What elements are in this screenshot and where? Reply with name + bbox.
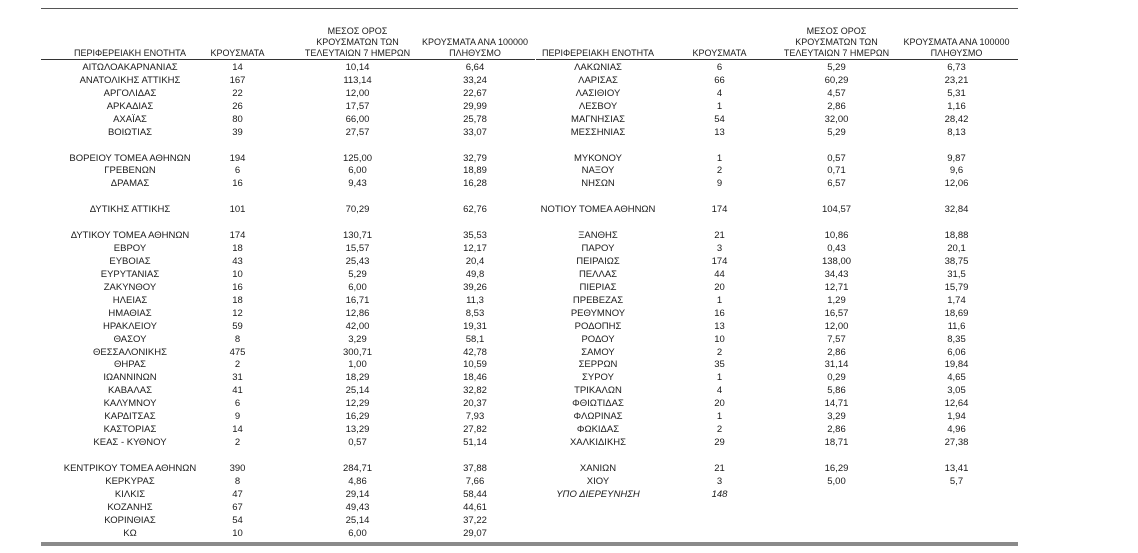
left-region-cell: ΕΥΒΟΙΑΣ	[109, 255, 151, 267]
left-avg-cell: 4,86	[348, 475, 367, 487]
right-cases-cell: 1	[716, 411, 723, 423]
right-avg-cell: 12,71	[824, 281, 849, 293]
left-region-cell: ΓΡΕΒΕΝΩΝ	[104, 165, 156, 177]
right-region-cell: ΡΟΔΟΥ	[581, 333, 615, 345]
right-region-cell: ΝΑΞΟΥ	[581, 165, 615, 177]
left-avg-cell: 130,71	[342, 230, 373, 242]
left-per-cell: 25,78	[463, 113, 487, 125]
left-cases-cell: 6	[234, 165, 241, 177]
right-per-cell: 3,05	[947, 385, 966, 397]
left-region-cell: ΚΙΛΚΙΣ	[114, 488, 146, 500]
right-region-cell: ΝΗΣΩΝ	[581, 178, 615, 190]
right-cases-cell: 2	[716, 165, 723, 177]
left-cases-cell: 174	[229, 230, 246, 242]
right-per-cell: 1,74	[947, 294, 966, 306]
right-per-cell	[895, 488, 1018, 501]
right-per-cell: 8,35	[947, 333, 966, 345]
right-region-cell: ΣΥΡΟΥ	[582, 372, 614, 384]
right-cases-cell: 1	[716, 152, 723, 164]
left-region-cell: ΗΛΕΙΑΣ	[112, 294, 148, 306]
right-region-cell: ΜΕΣΣΗΝΙΑΣ	[570, 126, 626, 138]
left-cases-cell: 80	[232, 113, 243, 125]
right-region-cell: ΛΑΡΙΣΑΣ	[578, 74, 618, 86]
left-region-cell: ΗΡΑΚΛΕΙΟΥ	[103, 320, 157, 332]
right-cases-cell: 3	[716, 475, 723, 487]
right-cases-cell: 35	[714, 359, 725, 371]
right-avg-cell: 2,86	[827, 100, 846, 112]
left-per-cell: 16,28	[463, 178, 487, 190]
left-region-cell: ΒΟΡΕΙΟΥ ΤΟΜΕΑ ΑΘΗΝΩΝ	[69, 152, 191, 164]
header-per100k-left: ΚΡΟΥΣΜΑΤΑ ΑΝΑ 100000 ΠΛΗΘΥΣΜΟ	[422, 37, 528, 58]
left-region-cell: ΚΑΛΥΜΝΟΥ	[103, 398, 157, 410]
right-region-cell: ΠΕΙΡΑΙΩΣ	[576, 255, 620, 267]
left-region-cell: ΑΧΑΪΑΣ	[113, 113, 147, 125]
right-avg-cell: 60,29	[824, 74, 849, 86]
right-avg-cell: 34,43	[824, 268, 849, 280]
left-per-cell: 51,14	[463, 437, 487, 448]
right-region-cell: ΦΩΚΙΔΑΣ	[576, 424, 620, 435]
left-avg-cell: 12,86	[345, 307, 370, 319]
right-cases-cell: 174	[711, 204, 728, 216]
right-cases-cell: 174	[711, 255, 728, 267]
left-cases-cell: 43	[232, 255, 243, 267]
left-cases-cell: 18	[232, 243, 243, 254]
header-avg7-right: ΜΕΣΟΣ ΟΡΟΣ ΚΡΟΥΣΜΑΤΩΝ ΤΩΝ ΤΕΛΕΥΤΑΙΩΝ 7 ΗΜΕΡΩΝ	[783, 26, 890, 58]
right-avg-cell: 104,57	[821, 204, 852, 216]
right-avg-cell: 5,29	[827, 126, 846, 138]
left-avg-cell: 25,14	[345, 385, 370, 397]
left-per-cell: 42,78	[463, 346, 487, 358]
right-per-cell: 15,79	[944, 281, 969, 293]
right-avg-cell: 0,43	[827, 243, 846, 254]
header-avg7-left: ΜΕΣΟΣ ΟΡΟΣ ΚΡΟΥΣΜΑΤΩΝ ΤΩΝ ΤΕΛΕΥΤΑΙΩΝ 7 ΗΜΕΡΩΝ	[304, 26, 411, 58]
left-per-cell: 58,1	[465, 333, 485, 345]
left-cases-cell: 54	[232, 514, 243, 526]
right-region-cell: ΛΕΣΒΟΥ	[578, 100, 618, 112]
left-avg-cell: 1,00	[348, 359, 367, 371]
left-cases-cell: 10	[232, 268, 243, 280]
right-cases-cell: 66	[714, 74, 725, 86]
left-region-cell: ΑΡΚΑΔΙΑΣ	[106, 100, 154, 112]
left-avg-cell: 284,71	[342, 462, 373, 474]
left-per-cell: 37,88	[463, 462, 487, 474]
right-region-cell: ΥΠΟ ΔΙΕΡΕΥΝΗΣΗ	[556, 488, 640, 500]
left-cases-cell: 390	[229, 462, 246, 474]
left-per-cell: 11,3	[466, 294, 484, 306]
left-per-cell: 39,26	[463, 281, 487, 293]
left-cases-cell: 10	[232, 527, 243, 539]
left-cases-cell: 8	[234, 333, 241, 345]
left-per-cell: 18,89	[463, 165, 487, 177]
left-region-cell: ΘΕΣΣΑΛΟΝΙΚΗΣ	[93, 346, 167, 358]
right-region-cell: ΛΑΣΙΘΙΟΥ	[575, 87, 621, 99]
right-region-cell: ΧΙΟΥ	[586, 475, 610, 487]
left-per-cell: 35,53	[463, 230, 487, 242]
right-region-cell: ΛΑΚΩΝΙΑΣ	[574, 62, 622, 73]
right-cases-cell: 4	[716, 87, 723, 99]
left-region-cell: ΑΡΓΟΛΙΔΑΣ	[103, 87, 157, 99]
left-cases-cell: 47	[232, 488, 243, 500]
right-region-cell: ΠΑΡΟΥ	[581, 243, 615, 254]
right-avg-cell: 31,14	[824, 359, 849, 371]
right-per-cell: 6,73	[947, 62, 966, 73]
right-cases-cell: 54	[714, 113, 725, 125]
left-region-cell: ΘΗΡΑΣ	[113, 359, 147, 371]
right-per-cell: 11,6	[947, 320, 966, 332]
left-cases-cell: 475	[229, 346, 246, 358]
right-region-cell: ΠΙΕΡΙΑΣ	[579, 281, 617, 293]
right-avg-cell: 6,57	[827, 178, 846, 190]
left-per-cell: 33,24	[463, 74, 487, 86]
right-avg-cell: 5,86	[827, 385, 846, 397]
right-per-cell: 1,16	[947, 100, 966, 112]
left-avg-cell: 12,29	[345, 398, 370, 410]
right-per-cell: 20,1	[947, 243, 966, 254]
right-avg-cell: 16,29	[824, 462, 849, 474]
left-region-cell: ΖΑΚΥΝΘΟΥ	[103, 281, 157, 293]
left-cases-cell: 6	[234, 398, 241, 410]
left-region-cell: ΙΩΑΝΝΙΝΩΝ	[103, 372, 157, 384]
left-cases-cell: 14	[232, 424, 243, 435]
left-cases-cell: 16	[232, 178, 243, 190]
right-region-cell: ΧΑΛΚΙΔΙΚΗΣ	[569, 437, 627, 448]
left-per-cell: 32,79	[463, 152, 487, 164]
right-per-cell: 31,5	[947, 268, 966, 280]
left-per-cell: 62,76	[463, 204, 487, 216]
right-avg-cell: 2,86	[827, 346, 846, 358]
left-region-cell: ΔΥΤΙΚΟΥ ΤΟΜΕΑ ΑΘΗΝΩΝ	[70, 230, 190, 242]
left-region-cell: ΑΝΑΤΟΛΙΚΗΣ ΑΤΤΙΚΗΣ	[79, 74, 181, 86]
right-avg-cell: 7,57	[827, 333, 846, 345]
right-cases-cell: 10	[714, 333, 725, 345]
right-cases-cell: 1	[716, 372, 723, 384]
left-avg-cell: 16,29	[345, 411, 370, 423]
left-per-cell: 33,07	[463, 126, 487, 138]
right-avg-cell: 1,29	[827, 294, 846, 306]
left-avg-cell: 300,71	[342, 346, 373, 358]
right-region-cell: ΠΡΕΒΕΖΑΣ	[572, 294, 624, 306]
right-avg-cell: 10,86	[824, 230, 849, 242]
right-per-cell: 12,64	[944, 398, 969, 410]
left-avg-cell: 12,00	[345, 87, 370, 99]
right-avg-cell: 0,29	[827, 372, 846, 384]
left-per-cell: 7,66	[465, 475, 485, 487]
right-per-cell: 1,94	[947, 411, 966, 423]
right-per-cell: 8,13	[947, 126, 966, 138]
left-avg-cell: 6,00	[348, 165, 367, 177]
left-cases-cell: 18	[232, 294, 243, 306]
left-cases-cell: 67	[232, 501, 243, 513]
left-avg-cell: 42,00	[345, 320, 370, 332]
left-region-cell: ΚΑΒΑΛΑΣ	[108, 385, 152, 397]
left-region-cell: ΕΥΡΥΤΑΝΙΑΣ	[100, 268, 160, 280]
right-region-cell: ΤΡΙΚΑΛΩΝ	[574, 385, 622, 397]
left-avg-cell: 15,57	[345, 243, 370, 254]
left-cases-cell: 22	[232, 87, 243, 99]
right-region-cell: ΡΕΘΥΜΝΟΥ	[570, 307, 626, 319]
left-region-cell: ΗΜΑΘΙΑΣ	[108, 307, 152, 319]
left-region-cell: ΚΑΡΔΙΤΣΑΣ	[104, 411, 156, 423]
left-per-cell: 18,46	[463, 372, 487, 384]
right-region-cell: ΣΑΜΟΥ	[581, 346, 615, 358]
left-avg-cell: 125,00	[342, 152, 373, 164]
left-per-cell: 37,22	[463, 514, 487, 526]
right-region-cell: ΜΑΓΝΗΣΙΑΣ	[571, 113, 625, 125]
left-cases-cell: 2	[234, 359, 241, 371]
left-cases-cell: 9	[234, 411, 241, 423]
left-avg-cell: 29,14	[345, 488, 370, 500]
right-cases-cell: 148	[711, 488, 728, 500]
right-per-cell: 27,38	[944, 437, 969, 448]
right-per-cell: 28,42	[944, 113, 969, 125]
left-avg-cell: 113,14	[343, 74, 372, 86]
bottom-rule	[41, 542, 1018, 546]
right-per-cell: 18,69	[944, 307, 969, 319]
right-avg-cell: 4,57	[827, 87, 846, 99]
left-cases-cell: 2	[234, 437, 241, 448]
right-cases-cell: 13	[714, 320, 725, 332]
right-avg-cell: 32,00	[824, 113, 849, 125]
left-avg-cell: 6,00	[348, 281, 367, 293]
left-region-cell: ΕΒΡΟΥ	[113, 243, 147, 254]
right-cases-cell: 1	[716, 294, 723, 306]
left-cases-cell: 31	[232, 372, 243, 384]
left-region-cell: ΔΡΑΜΑΣ	[110, 178, 150, 190]
header-region-left: ΠΕΡΙΦΕΡΕΙΑΚΗ ΕΝΟΤΗΤΑ	[73, 48, 187, 58]
right-region-cell: ΧΑΝΙΩΝ	[579, 462, 617, 474]
right-region-cell: ΦΛΩΡΙΝΑΣ	[573, 411, 623, 423]
header-region-right: ΠΕΡΙΦΕΡΕΙΑΚΗ ΕΝΟΤΗΤΑ	[541, 48, 655, 58]
header-underline-right	[536, 59, 1018, 60]
left-avg-cell: 0,57	[348, 437, 367, 448]
right-avg-cell: 0,71	[827, 165, 846, 177]
left-per-cell: 7,93	[465, 411, 485, 423]
left-per-cell: 19,31	[463, 320, 487, 332]
left-avg-cell: 17,57	[345, 100, 370, 112]
right-avg-cell: 18,71	[824, 437, 849, 448]
left-region-cell: ΔΥΤΙΚΗΣ ΑΤΤΙΚΗΣ	[89, 204, 171, 216]
right-cases-cell: 1	[716, 100, 723, 112]
left-avg-cell: 3,29	[348, 333, 367, 345]
right-per-cell: 18,88	[944, 230, 969, 242]
left-avg-cell: 6,00	[348, 527, 367, 539]
left-avg-cell: 27,57	[345, 126, 370, 138]
left-region-cell: ΚΑΣΤΟΡΙΑΣ	[103, 424, 157, 435]
right-cases-cell: 21	[714, 462, 725, 474]
right-per-cell: 12,06	[944, 178, 969, 190]
left-avg-cell: 10,14	[345, 62, 370, 73]
right-cases-cell: 20	[714, 398, 725, 410]
right-cases-cell: 3	[716, 243, 723, 254]
right-per-cell: 32,84	[944, 204, 969, 216]
right-region-cell: ΣΕΡΡΩΝ	[578, 359, 618, 371]
right-region-cell: ΜΥΚΟΝΟΥ	[574, 152, 622, 164]
left-region-cell: ΚΕΡΚΥΡΑΣ	[105, 475, 155, 487]
left-per-cell: 20,4	[465, 255, 485, 267]
left-region-cell: ΚΟΡΙΝΘΙΑΣ	[104, 514, 156, 526]
left-region-cell: ΘΑΣΟΥ	[113, 333, 147, 345]
right-avg-cell: 5,29	[827, 62, 846, 73]
right-avg-cell: 3,29	[827, 411, 846, 423]
right-cases-cell: 21	[714, 230, 725, 242]
right-cases-cell: 6	[716, 62, 723, 73]
left-cases-cell: 194	[229, 152, 246, 164]
left-cases-cell: 167	[229, 74, 246, 86]
right-cases-cell: 16	[714, 307, 725, 319]
right-cases-cell: 9	[716, 178, 723, 190]
right-avg-cell: 16,57	[824, 307, 849, 319]
left-per-cell: 12,17	[463, 243, 487, 254]
left-avg-cell: 13,29	[345, 424, 370, 435]
left-region-cell: ΑΙΤΩΛΟΑΚΑΡΝΑΝΙΑΣ	[82, 62, 178, 73]
right-cases-cell: 2	[716, 346, 723, 358]
right-cases-cell: 13	[714, 126, 725, 138]
left-region-cell: ΚΕΝΤΡΙΚΟΥ ΤΟΜΕΑ ΑΘΗΝΩΝ	[63, 462, 197, 474]
right-avg-cell: 2,86	[827, 424, 846, 435]
left-cases-cell: 26	[232, 100, 243, 112]
left-per-cell: 58,44	[463, 488, 487, 500]
right-avg-cell: 0,57	[827, 152, 846, 164]
left-avg-cell: 18,29	[345, 372, 370, 384]
header-per100k-right: ΚΡΟΥΣΜΑΤΑ ΑΝΑ 100000 ΠΛΗΘΥΣΜΟ	[903, 37, 1010, 58]
left-per-cell: 22,67	[463, 87, 487, 99]
header-underline-left	[41, 59, 535, 60]
right-cases-cell: 29	[714, 437, 725, 448]
left-per-cell: 49,8	[465, 268, 485, 280]
right-per-cell: 13,41	[944, 462, 969, 474]
left-cases-cell: 41	[232, 385, 243, 397]
right-avg-cell	[778, 488, 895, 501]
left-avg-cell: 25,43	[345, 255, 370, 267]
right-region-cell: ΠΕΛΛΑΣ	[578, 268, 618, 280]
right-per-cell: 5,7	[949, 475, 964, 487]
left-per-cell: 32,82	[463, 385, 487, 397]
right-cases-cell: 4	[716, 385, 723, 397]
right-region-cell: ΦΘΙΩΤΙΔΑΣ	[572, 398, 624, 410]
left-per-cell: 8,53	[465, 307, 485, 319]
left-region-cell: ΚΕΑΣ - ΚΥΘΝΟΥ	[93, 437, 167, 448]
left-per-cell: 44,61	[463, 501, 487, 513]
left-avg-cell: 16,71	[345, 294, 370, 306]
right-per-cell: 23,21	[944, 74, 969, 86]
right-avg-cell: 12,00	[824, 320, 849, 332]
left-cases-cell: 16	[232, 281, 243, 293]
left-per-cell: 29,99	[463, 100, 487, 112]
left-region-cell: ΚΟΖΑΝΗΣ	[107, 501, 153, 513]
left-cases-cell: 101	[229, 204, 246, 216]
header-cases-left: ΚΡΟΥΣΜΑΤΑ	[210, 48, 265, 58]
left-per-cell: 6,64	[465, 62, 485, 73]
right-avg-cell: 138,00	[821, 255, 852, 267]
right-cases-cell: 44	[714, 268, 725, 280]
left-cases-cell: 8	[234, 475, 241, 487]
right-per-cell: 6,06	[947, 346, 966, 358]
left-cases-cell: 12	[232, 307, 243, 319]
right-cases-cell: 20	[714, 281, 725, 293]
left-per-cell: 27,82	[463, 424, 487, 435]
left-avg-cell: 66,00	[345, 113, 370, 125]
left-cases-cell: 14	[232, 62, 243, 73]
right-per-cell: 19,84	[944, 359, 969, 371]
left-avg-cell: 9,43	[348, 178, 367, 190]
right-avg-cell: 14,71	[824, 398, 849, 410]
right-avg-cell: 5,00	[827, 475, 846, 487]
left-cases-cell: 59	[232, 320, 243, 332]
left-avg-cell: 25,14	[345, 514, 370, 526]
header-cases-right: ΚΡΟΥΣΜΑΤΑ	[692, 48, 747, 58]
left-avg-cell: 5,29	[348, 268, 367, 280]
right-cases-cell: 2	[716, 424, 723, 435]
right-per-cell: 4,65	[947, 372, 966, 384]
right-per-cell: 9,87	[947, 152, 966, 164]
right-per-cell: 5,31	[947, 87, 966, 99]
left-per-cell: 20,37	[463, 398, 487, 410]
left-avg-cell: 70,29	[345, 204, 370, 216]
left-region-cell: ΚΩ	[123, 527, 137, 539]
right-region-cell: ΞΑΝΘΗΣ	[578, 230, 618, 242]
right-per-cell: 38,75	[944, 255, 969, 267]
left-region-cell: ΒΟΙΩΤΙΑΣ	[107, 126, 153, 138]
right-region-cell: ΝΟΤΙΟΥ ΤΟΜΕΑ ΑΘΗΝΩΝ	[540, 204, 656, 216]
right-per-cell: 4,96	[947, 424, 966, 435]
right-per-cell: 9,6	[949, 165, 964, 177]
left-per-cell: 29,07	[463, 527, 487, 539]
left-cases-cell: 39	[232, 126, 243, 138]
left-per-cell: 10,59	[463, 359, 487, 371]
left-avg-cell: 49,43	[345, 501, 370, 513]
right-region-cell: ΡΟΔΟΠΗΣ	[574, 320, 622, 332]
